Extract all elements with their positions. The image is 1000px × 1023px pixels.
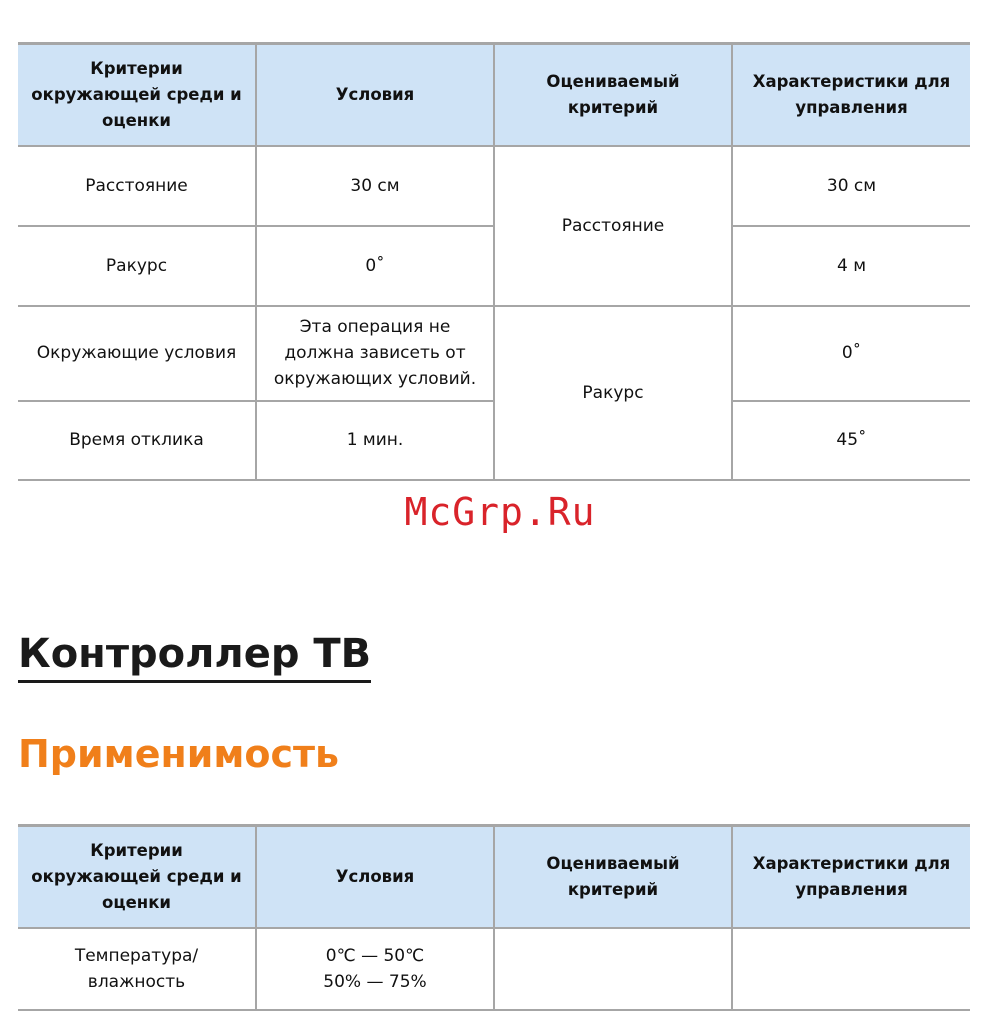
table-header-row — [18, 826, 970, 928]
criteria-cell: Время отклика — [18, 401, 256, 480]
header-control: Характеристики для управления — [732, 826, 970, 928]
table-header-row — [18, 44, 970, 146]
control-cell: 4 м — [732, 226, 970, 306]
header-criteria: Критерии окружающей среди и оценки — [18, 44, 256, 146]
control-cell: 30 см — [732, 146, 970, 226]
subsection-title: Применимость — [18, 732, 340, 776]
table-row — [18, 146, 970, 226]
condition-cell: 0˚ — [256, 226, 494, 306]
criteria-table-distance — [18, 42, 970, 481]
header-criteria: Критерии окружающей среди и оценки — [18, 826, 256, 928]
control-cell — [732, 928, 970, 1010]
header-evaluated: Оцениваемый критерий — [494, 826, 732, 928]
table-row — [18, 306, 970, 401]
header-evaluated: Оцениваемый критерий — [494, 44, 732, 146]
header-control: Характеристики для управления — [732, 44, 970, 146]
criteria-cell: Окружающие условия — [18, 306, 256, 401]
criteria-table-controller — [18, 824, 970, 1011]
criteria-cell: Температура/ влажность — [18, 928, 256, 1010]
watermark-text: McGrp.Ru — [404, 490, 596, 534]
evaluated-cell: Расстояние — [494, 146, 732, 306]
header-conditions: Условия — [256, 44, 494, 146]
table-row — [18, 928, 970, 1010]
control-cell: 0˚ — [732, 306, 970, 401]
condition-cell: Эта операция не должна зависеть от окружающих условий. — [256, 306, 494, 401]
header-conditions: Условия — [256, 826, 494, 928]
criteria-cell: Ракурс — [18, 226, 256, 306]
condition-humidity: 50% — 75% — [323, 971, 427, 992]
section-title: Контроллер ТВ — [18, 630, 371, 683]
condition-cell — [256, 928, 494, 1010]
evaluated-cell — [494, 928, 732, 1010]
criteria-cell: Расстояние — [18, 146, 256, 226]
condition-temperature: 0℃ — 50℃ — [325, 945, 425, 966]
condition-cell: 30 см — [256, 146, 494, 226]
evaluated-cell: Ракурс — [494, 306, 732, 480]
control-cell: 45˚ — [732, 401, 970, 480]
condition-cell: 1 мин. — [256, 401, 494, 480]
